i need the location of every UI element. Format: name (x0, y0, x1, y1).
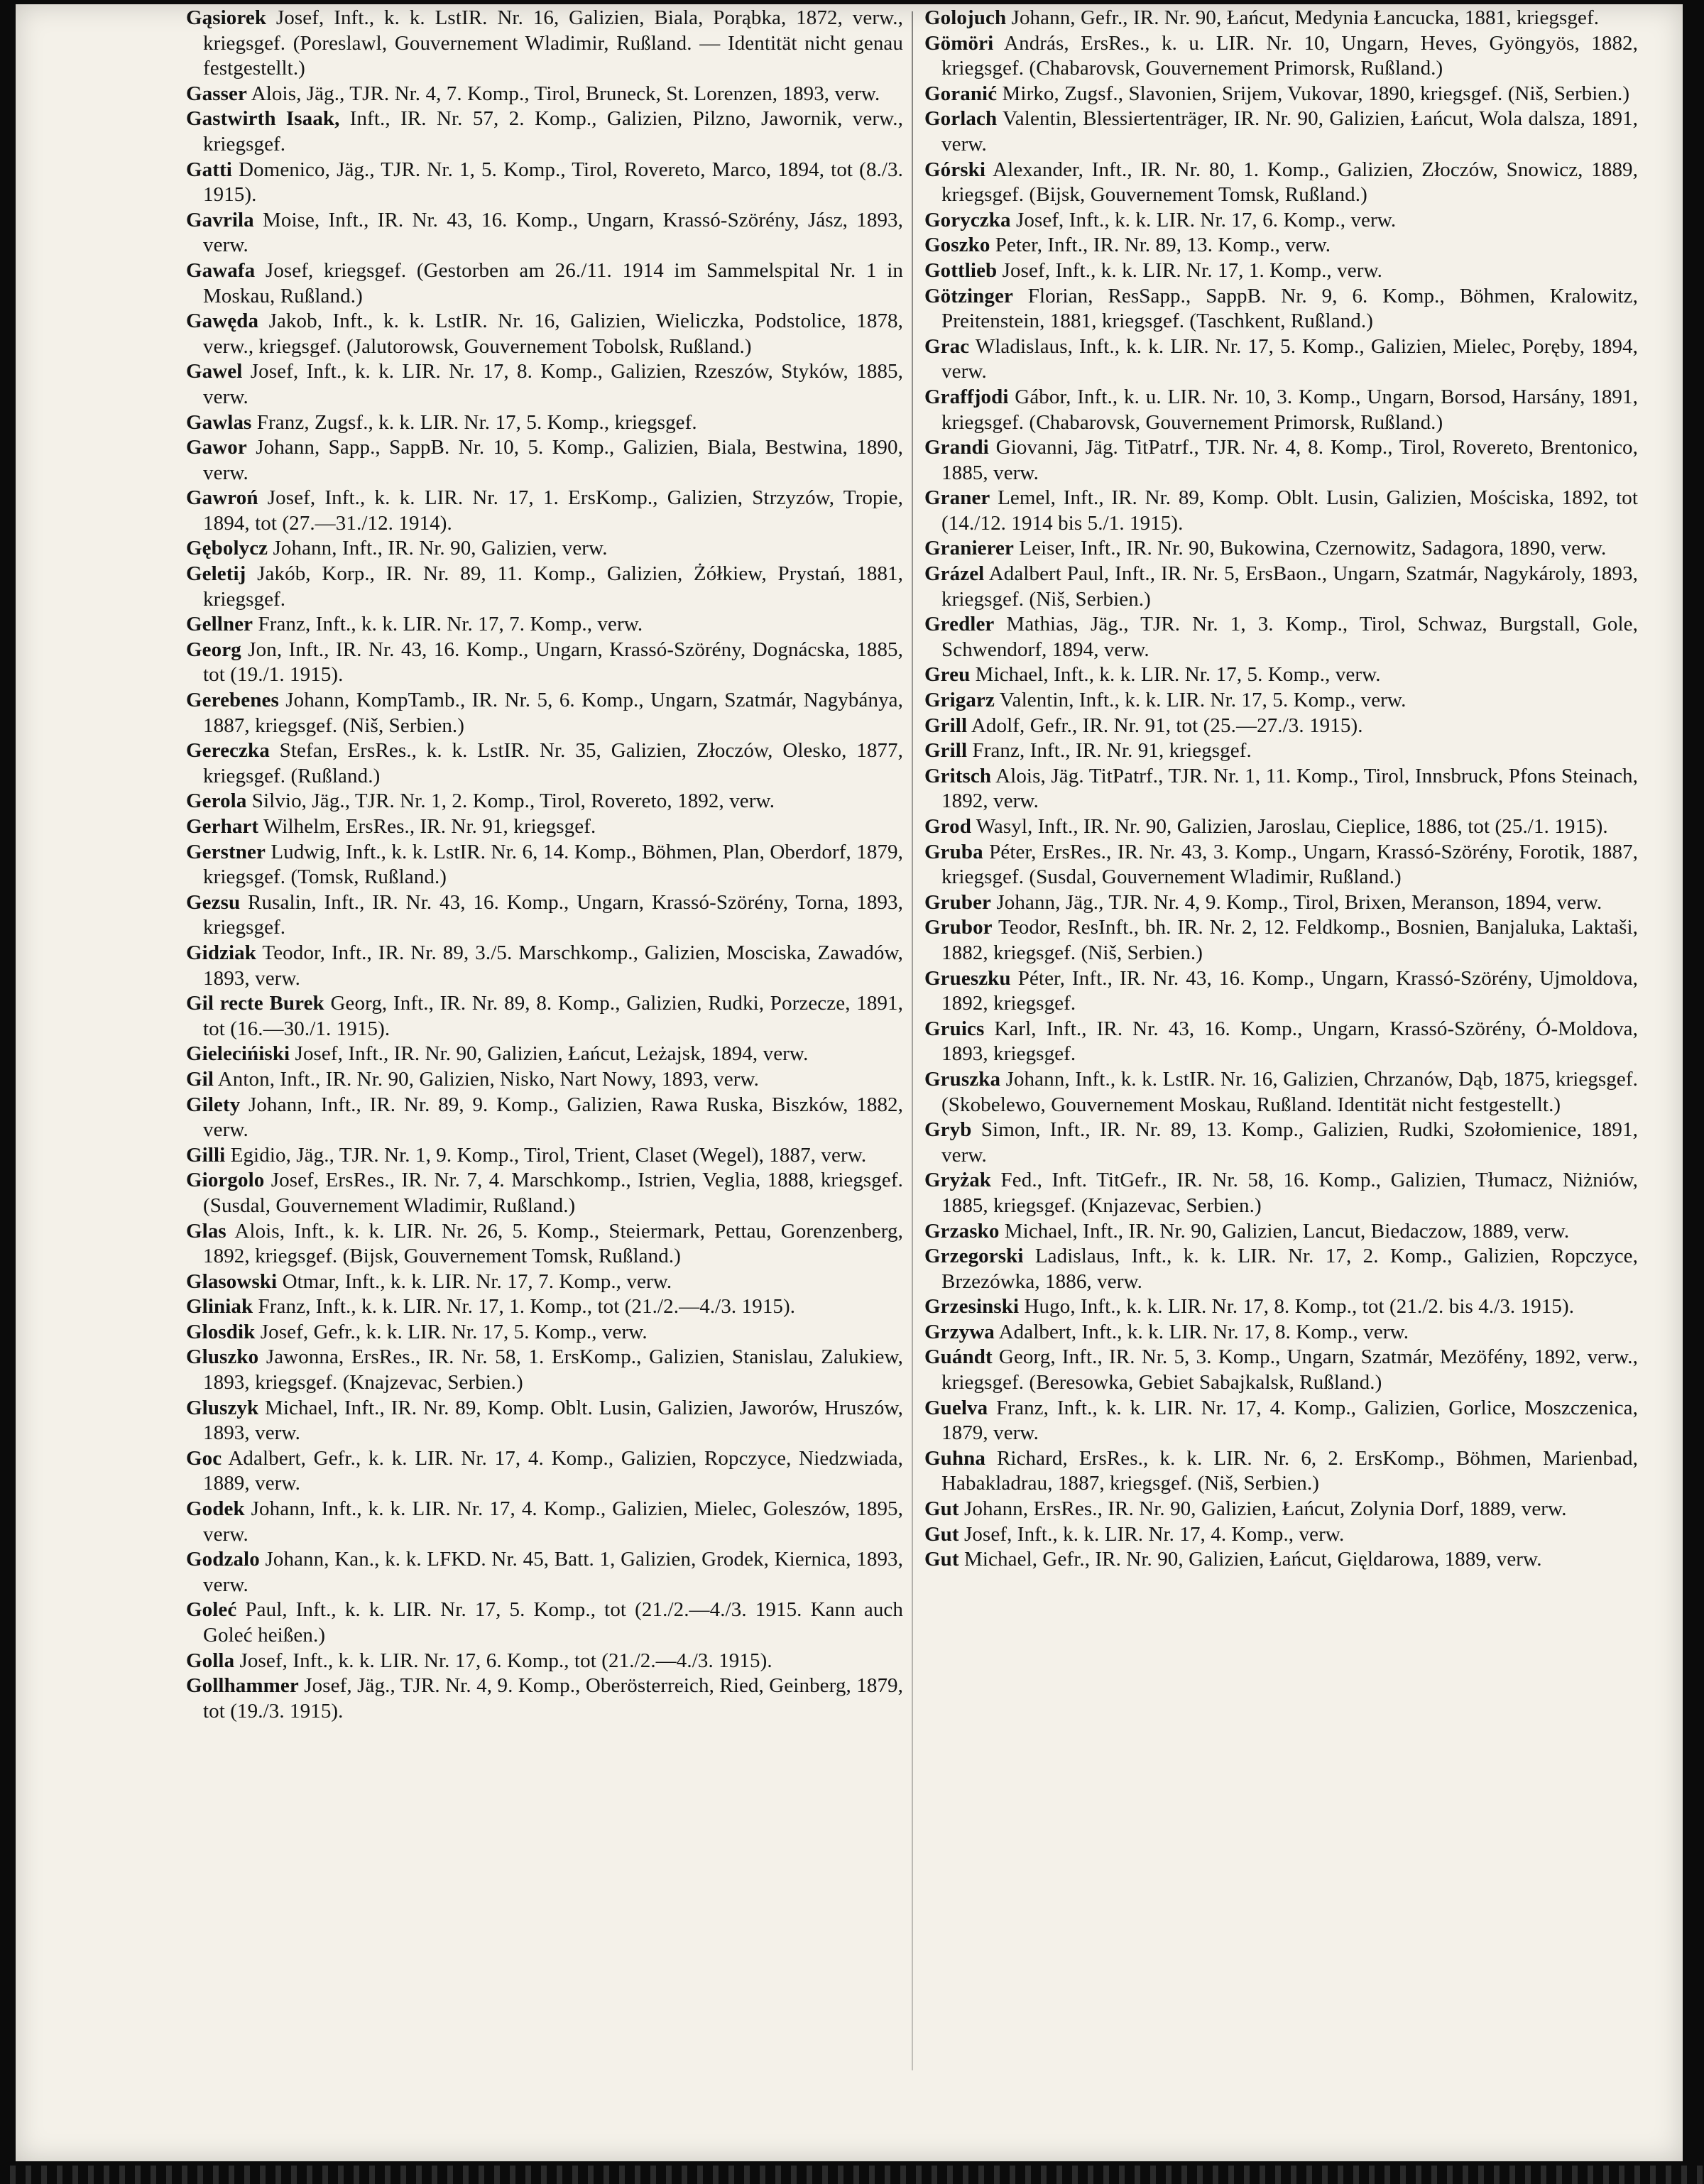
entry-details: Hugo, Inft., k. k. LIR. Nr. 17, 8. Komp., tot (21./2. bis 4./3. 1915). (1019, 1295, 1575, 1318)
entry-details: Domenico, Jäg., TJR. Nr. 1, 5. Komp., Tirol, Rovereto, Marco, 1894, tot (8./3. 1915). (203, 158, 903, 207)
register-entry (924, 284, 1638, 334)
entry-surname: Gryżak (924, 1169, 992, 1192)
register-entry (186, 1294, 903, 1320)
entry-surname: Gorlach (924, 107, 998, 131)
register-entry (186, 1547, 903, 1598)
entry-surname: Gluszko (186, 1345, 259, 1369)
register-entry (186, 1674, 903, 1724)
entry-surname: Gezsu (186, 890, 241, 914)
register-entry (924, 612, 1638, 662)
entry-details: Michael, Inft., k. k. LIR. Nr. 17, 5. Komp., verw. (970, 663, 1381, 687)
entry-details: Josef, Inft., k. k. LIR. Nr. 17, 4. Komp., verw. (958, 1522, 1345, 1546)
entry-details: Mirko, Zugsf., Slavonien, Srijem, Vukovar, 1890, kriegsgef. (Niš, Serbien.) (997, 82, 1630, 105)
register-entry (186, 562, 903, 612)
entry-surname: Golla (186, 1649, 235, 1672)
entry-surname: Górski (924, 158, 985, 181)
register-entry (924, 1320, 1638, 1345)
scan-bottom-edge (0, 2166, 1704, 2184)
register-entry (924, 1547, 1638, 1573)
left-column (186, 6, 903, 1724)
register-entry (186, 840, 903, 890)
register-entry (186, 1067, 903, 1093)
entry-details: Otmar, Inft., k. k. LIR. Nr. 17, 7. Komp., verw. (277, 1270, 672, 1293)
register-entry (924, 890, 1638, 916)
entry-details: Johann, Gefr., IR. Nr. 90, Łańcut, Medynia Łancucka, 1881, kriegsgef. (1006, 6, 1600, 29)
entry-details: Johann, Jäg., TJR. Nr. 4, 9. Komp., Tirol, Brixen, Meranson, 1894, verw. (991, 890, 1602, 914)
entry-surname: Gil recte Burek (186, 992, 324, 1015)
register-entry (186, 1219, 903, 1270)
entry-details: Alois, Jäg. TitPatrf., TJR. Nr. 1, 11. Komp., Tirol, Innsbruck, Pfons Steinach, 1892, verw. (941, 764, 1638, 813)
entry-surname: Gryb (924, 1118, 972, 1142)
register-entry (186, 1042, 903, 1067)
register-entry (186, 890, 903, 941)
register-entry (924, 1017, 1638, 1067)
register-entry (186, 1497, 903, 1547)
entry-surname: Gawel (186, 360, 243, 383)
entry-surname: Guelva (924, 1396, 988, 1419)
entry-details: Johann, Inft., IR. Nr. 90, Galizien, verw. (268, 537, 608, 560)
entry-surname: Gruba (924, 840, 983, 863)
register-entry (186, 82, 903, 107)
entry-details: Josef, Gefr., k. k. LIR. Nr. 17, 5. Komp., verw. (255, 1320, 648, 1343)
register-entry (924, 385, 1638, 435)
register-entry (924, 82, 1638, 107)
entry-surname: Grod (924, 815, 971, 838)
register-entry (924, 1067, 1638, 1118)
entry-surname: Gawor (186, 436, 247, 459)
entry-surname: Gerola (186, 790, 247, 813)
entry-details: Simon, Inft., IR. Nr. 89, 13. Komp., Galizien, Rudki, Szołomienice, 1891, verw. (941, 1118, 1638, 1167)
entry-details: Anton, Inft., IR. Nr. 90, Galizien, Nisko, Nart Nowy, 1893, verw. (213, 1067, 759, 1091)
register-entry (186, 1396, 903, 1446)
register-entry (186, 688, 903, 738)
entry-details: Péter, ErsRes., IR. Nr. 43, 3. Komp., Ungarn, Krassó-Szörény, Forotik, 1887, kriegsgef. (Susdal, Gouvernement Wladimir, Rußland.) (941, 840, 1638, 889)
entry-details: Valentin, Blessiertenträger, IR. Nr. 90, Galizien, Łańcut, Wola dalsza, 1891, verw. (941, 107, 1638, 155)
register-entry (186, 486, 903, 536)
entry-surname: Godek (186, 1497, 245, 1521)
register-entry (186, 991, 903, 1042)
register-entry (186, 6, 903, 82)
entry-details: Michael, Inft., IR. Nr. 89, Komp. Oblt. Lusin, Galizien, Jaworów, Hruszów, 1893, verw. (203, 1396, 903, 1445)
register-entry (924, 486, 1638, 536)
entry-surname: Gellner (186, 613, 253, 636)
entry-details: Fed., Inft. TitGefr., IR. Nr. 58, 16. Komp., Galizien, Tłumacz, Niżniów, 1885, kriegsgef. (Knjazevac, Serbien.) (941, 1169, 1638, 1217)
entry-surname: Grill (924, 739, 968, 763)
entry-details: Adalbert Paul, Inft., IR. Nr. 5, ErsBaon., Ungarn, Szatmár, Nagykároly, 1893, kriegsgef. (Niš, Serbien.) (941, 562, 1638, 611)
entry-details: Richard, ErsRes., k. k. LIR. Nr. 6, 2. ErsKomp., Böhmen, Marienbad, Habakladrau, 1887, kriegsgef. (Niš, Serbien.) (941, 1446, 1638, 1495)
register-entry (924, 662, 1638, 688)
entry-surname: Gastwirth Isaak, (186, 107, 340, 131)
entry-details: Josef, Inft., k. k. LIR. Nr. 17, 6. Komp., verw. (1010, 208, 1397, 231)
entry-surname: Glosdik (186, 1320, 256, 1343)
entry-surname: Gut (924, 1497, 959, 1521)
register-entry (186, 1093, 903, 1143)
entry-details: András, ErsRes., k. u. LIR. Nr. 10, Ungarn, Heves, Gyöngyös, 1882, kriegsgef. (Chabarovsk, Gouvernement Primorsk, Rußland.) (941, 31, 1638, 80)
register-entry (186, 789, 903, 814)
register-entry (924, 1118, 1638, 1168)
entry-details: Johann, Inft., IR. Nr. 89, 9. Komp., Galizien, Rawa Ruska, Biszków, 1882, verw. (203, 1093, 903, 1142)
entry-details: Teodor, ResInft., bh. IR. Nr. 2, 12. Feldkomp., Bosnien, Banjaluka, Laktaši, 1882, kriegsgef. (Niš, Serbien.) (941, 916, 1638, 964)
register-entry (924, 334, 1638, 385)
register-entry (924, 6, 1638, 31)
entry-details: Adalbert, Inft., k. k. LIR. Nr. 17, 8. Komp., verw. (994, 1320, 1409, 1343)
entry-details: Josef, Inft., IR. Nr. 90, Galizien, Łańcut, Leżajsk, 1894, verw. (290, 1042, 809, 1066)
entry-surname: Greu (924, 663, 971, 687)
register-entry (924, 1522, 1638, 1548)
register-entry (186, 638, 903, 688)
register-entry (924, 1168, 1638, 1218)
entry-details: Ludwig, Inft., k. k. LstIR. Nr. 6, 14. Komp., Böhmen, Plan, Oberdorf, 1879, kriegsgef. (Tomsk, Rußland.) (203, 840, 903, 889)
register-entry (924, 435, 1638, 486)
entry-surname: Glasowski (186, 1270, 278, 1293)
entry-surname: Gawroń (186, 486, 258, 510)
register-entry (186, 1649, 903, 1674)
register-entry (924, 1345, 1638, 1395)
register-entry (924, 1446, 1638, 1497)
register-entry (186, 1168, 903, 1218)
right-column (924, 6, 1638, 1573)
entry-details: Josef, Inft., k. k. LIR. Nr. 17, 1. ErsKomp., Galizien, Strzyzów, Tropie, 1894, tot (27.—31./12. 1914). (203, 486, 903, 535)
entry-details: Franz, Inft., k. k. LIR. Nr. 17, 1. Komp., tot (21./2.—4./3. 1915). (253, 1295, 796, 1318)
entry-surname: Gilli (186, 1143, 226, 1167)
entry-surname: Geletij (186, 562, 246, 586)
register-entry (186, 738, 903, 789)
entry-details: Johann, Inft., k. k. LIR. Nr. 17, 4. Komp., Galizien, Mielec, Goleszów, 1895, verw. (203, 1497, 903, 1546)
entry-details: Josef, Inft., k. k. LIR. Nr. 17, 8. Komp., Galizien, Rzeszów, Styków, 1885, verw. (203, 360, 903, 408)
register-entry (186, 410, 903, 436)
entry-details: Valentin, Inft., k. k. LIR. Nr. 17, 5. Komp., verw. (994, 689, 1407, 712)
entry-details: Josef, Inft., k. k. LstIR. Nr. 16, Galizien, Biala, Porąbka, 1872, verw., kriegsgef. (Poreslawl, Gouvernement Wladimir, Rußland. — Identität nicht genau festgestellt.) (203, 6, 903, 80)
entry-details: Lemel, Inft., IR. Nr. 89, Komp. Oblt. Lusin, Galizien, Mościska, 1892, tot (14./12. 1914 bis 5./1. 1915). (941, 486, 1638, 535)
entry-details: Wilhelm, ErsRes., IR. Nr. 91, kriegsgef. (258, 815, 596, 838)
entry-surname: Gerstner (186, 840, 266, 863)
entry-details: Alexander, Inft., IR. Nr. 80, 1. Komp., Galizien, Złoczów, Snowicz, 1889, kriegsgef. (Bijsk, Gouvernement Tomsk, Rußland.) (941, 158, 1638, 207)
register-entry (924, 1396, 1638, 1446)
entry-surname: Gielecińiski (186, 1042, 290, 1066)
entry-surname: Gawęda (186, 310, 259, 333)
entry-details: Florian, ResSapp., SappB. Nr. 9, 6. Komp., Böhmen, Kralowitz, Preitenstein, 1881, kriegsgef. (Taschkent, Rußland.) (941, 284, 1638, 333)
register-entry (924, 536, 1638, 562)
register-entry (924, 107, 1638, 157)
entry-details: Adalbert, Gefr., k. k. LIR. Nr. 17, 4. Komp., Galizien, Ropczyce, Niedzwiada, 1889, verw. (203, 1446, 903, 1495)
register-entry (186, 612, 903, 638)
register-entry (924, 1497, 1638, 1522)
entry-surname: Gereczka (186, 739, 270, 763)
register-entry (924, 915, 1638, 966)
entry-details: Mathias, Jäg., TJR. Nr. 1, 3. Komp., Tirol, Schwaz, Burgstall, Gole, Schwendorf, 1894, verw. (941, 613, 1638, 661)
entry-details: Wladislaus, Inft., k. k. LIR. Nr. 17, 5. Komp., Galizien, Mielec, Poręby, 1894, verw. (941, 334, 1638, 383)
entry-surname: Gut (924, 1548, 959, 1571)
entry-surname: Guhna (924, 1446, 985, 1470)
entry-surname: Goc (186, 1446, 222, 1470)
entry-surname: Gidziak (186, 941, 256, 964)
entry-surname: Götzinger (924, 284, 1013, 307)
entry-details: Josef, Inft., k. k. LIR. Nr. 17, 1. Komp., verw. (997, 258, 1382, 282)
entry-surname: Glas (186, 1219, 226, 1243)
register-entry (186, 941, 903, 991)
entry-details: Péter, Inft., IR. Nr. 43, 16. Komp., Ungarn, Krassó-Szörény, Ujmoldova, 1892, kriegsgef. (941, 966, 1638, 1015)
entry-details: Stefan, ErsRes., k. k. LstIR. Nr. 35, Galizien, Złoczów, Olesko, 1877, kriegsgef. (Rußland.) (203, 739, 903, 787)
register-entry (186, 814, 903, 840)
entry-details: Adolf, Gefr., IR. Nr. 91, tot (25.—27./3. 1915). (967, 714, 1363, 737)
entry-surname: Giorgolo (186, 1169, 265, 1192)
register-entry (186, 107, 903, 157)
entry-details: Josef, Jäg., TJR. Nr. 4, 9. Komp., Oberösterreich, Ried, Geinberg, 1879, tot (19./3. 1915). (203, 1674, 903, 1722)
entry-surname: Gritsch (924, 764, 992, 787)
entry-details: Franz, Inft., k. k. LIR. Nr. 17, 7. Komp., verw. (253, 613, 643, 636)
entry-surname: Gerhart (186, 815, 259, 838)
entry-surname: Gębolycz (186, 537, 268, 560)
entry-surname: Gliniak (186, 1295, 253, 1318)
entry-details: Michael, Gefr., IR. Nr. 90, Galizien, Łańcut, Gięldarowa, 1889, verw. (958, 1548, 1542, 1571)
entry-surname: Grigarz (924, 689, 995, 712)
register-entry (924, 1244, 1638, 1294)
register-entry (924, 31, 1638, 82)
register-entry (186, 309, 903, 359)
register-entry (924, 814, 1638, 840)
entry-details: Karl, Inft., IR. Nr. 43, 16. Komp., Ungarn, Krassó-Szörény, Ó-Moldova, 1893, kriegsgef. (941, 1017, 1638, 1066)
entry-surname: Gerebenes (186, 689, 279, 712)
paper-sheet (16, 4, 1683, 2161)
register-entry (924, 966, 1638, 1017)
entry-surname: Golojuch (924, 6, 1007, 29)
entry-details: Alois, Jäg., TJR. Nr. 4, 7. Komp., Tirol, Bruneck, St. Lorenzen, 1893, verw. (246, 82, 880, 105)
entry-details: Moise, Inft., IR. Nr. 43, 16. Komp., Ungarn, Krassó-Szörény, Jász, 1893, verw. (203, 208, 903, 257)
entry-details: Jawonna, ErsRes., IR. Nr. 58, 1. ErsKomp., Galizien, Stanislau, Zalukiew, 1893, kriegsgef. (Knajzevac, Serbien.) (203, 1345, 903, 1394)
entry-details: Jakób, Korp., IR. Nr. 89, 11. Komp., Galizien, Żółkiew, Prystań, 1881, kriegsgef. (203, 562, 903, 611)
register-entry (186, 158, 903, 208)
register-entry (186, 1320, 903, 1345)
register-entry (924, 562, 1638, 612)
register-entry (186, 1598, 903, 1648)
entry-details: Johann, KompTamb., IR. Nr. 5, 6. Komp., Ungarn, Szatmár, Nagybánya, 1887, kriegsgef. (Niš, Serbien.) (203, 689, 903, 737)
entry-surname: Goranić (924, 82, 998, 105)
entry-details: Wasyl, Inft., IR. Nr. 90, Galizien, Jaroslau, Cieplice, 1886, tot (25./1. 1915). (971, 815, 1608, 838)
entry-surname: Gawlas (186, 410, 252, 434)
entry-surname: Gavrila (186, 208, 254, 231)
register-entry (924, 1219, 1638, 1245)
entry-details: Silvio, Jäg., TJR. Nr. 1, 2. Komp., Tirol, Rovereto, 1892, verw. (246, 790, 775, 813)
register-entry (186, 1270, 903, 1295)
register-entry (186, 1143, 903, 1169)
entry-surname: Gąsiorek (186, 6, 267, 29)
entry-details: Gábor, Inft., k. u. LIR. Nr. 10, 3. Komp., Ungarn, Borsod, Harsány, 1891, kriegsgef. (Chabarovsk, Gouvernement Primorsk, Rußland.) (941, 385, 1638, 434)
register-entry (186, 536, 903, 562)
register-entry (924, 840, 1638, 890)
entry-surname: Godzalo (186, 1548, 260, 1571)
entry-details: Georg, Inft., IR. Nr. 5, 3. Komp., Ungarn, Szatmár, Mezöfény, 1892, verw., kriegsgef. (Beresowka, Gebiet Sabajkalsk, Rußland.) (941, 1345, 1638, 1394)
entry-surname: Gut (924, 1522, 959, 1546)
entry-surname: Graffjodi (924, 385, 1009, 408)
entry-details: Leiser, Inft., IR. Nr. 90, Bukowina, Czernowitz, Sadagora, 1890, verw. (1013, 537, 1607, 560)
register-entry (924, 688, 1638, 714)
entry-details: Georg, Inft., IR. Nr. 89, 8. Komp., Galizien, Rudki, Porzecze, 1891, tot (16.—30./1. 1915). (203, 992, 903, 1040)
register-entry (186, 435, 903, 486)
entry-details: Johann, Inft., k. k. LstIR. Nr. 16, Galizien, Chrzanów, Dąb, 1875, kriegsgef. (Skobelewo, Gouvernement Moskau, Rußland. Identität nicht festgestellt.) (941, 1067, 1638, 1116)
register-entry (186, 208, 903, 258)
entry-details: Jon, Inft., IR. Nr. 43, 16. Komp., Ungarn, Krassó-Szörény, Dognácska, 1885, tot (19./1. 1915). (203, 638, 903, 687)
entry-surname: Gruszka (924, 1067, 1001, 1091)
entry-surname: Gruics (924, 1017, 985, 1040)
column-divider (912, 11, 913, 2070)
entry-surname: Gasser (186, 82, 247, 105)
entry-details: Inft., IR. Nr. 57, 2. Komp., Galizien, Pilzno, Jawornik, verw., kriegsgef. (203, 107, 903, 155)
entry-surname: Gluszyk (186, 1396, 259, 1419)
entry-surname: Gömöri (924, 31, 994, 55)
register-entry (186, 1446, 903, 1497)
entry-details: Johann, ErsRes., IR. Nr. 90, Galizien, Łańcut, Zolynia Dorf, 1889, verw. (958, 1497, 1567, 1521)
register-entry (924, 158, 1638, 208)
entry-details: Teodor, Inft., IR. Nr. 89, 3./5. Marschkomp., Galizien, Mosciska, Zawadów, 1893, verw. (203, 941, 903, 990)
register-entry (186, 258, 903, 309)
register-entry (186, 359, 903, 410)
entry-surname: Gil (186, 1067, 214, 1091)
entry-details: Josef, kriegsgef. (Gestorben am 26./11. 1914 im Sammelspital Nr. 1 in Moskau, Rußland.) (203, 258, 903, 307)
entry-surname: Gredler (924, 613, 995, 636)
entry-surname: Granierer (924, 537, 1014, 560)
entry-details: Egidio, Jäg., TJR. Nr. 1, 9. Komp., Tirol, Trient, Claset (Wegel), 1887, verw. (225, 1143, 867, 1167)
entry-surname: Grandi (924, 436, 989, 459)
entry-surname: Gawafa (186, 258, 256, 282)
entry-surname: Grzywa (924, 1320, 995, 1343)
entry-surname: Grill (924, 714, 968, 737)
entry-surname: Gollhammer (186, 1674, 299, 1698)
register-entry (924, 233, 1638, 258)
entry-surname: Grubor (924, 916, 993, 939)
entry-surname: Goryczka (924, 208, 1011, 231)
register-entry (924, 764, 1638, 814)
entry-details: Johann, Kan., k. k. LFKD. Nr. 45, Batt. 1, Galizien, Grodek, Kiernica, 1893, verw. (203, 1548, 903, 1596)
register-entry (924, 738, 1638, 764)
register-entry (924, 1294, 1638, 1320)
entry-surname: Grzasko (924, 1219, 1000, 1243)
entry-details: Peter, Inft., IR. Nr. 89, 13. Komp., verw. (990, 234, 1331, 257)
entry-details: Paul, Inft., k. k. LIR. Nr. 17, 5. Komp., tot (21./2.—4./3. 1915. Kann auch Goleć heißen.) (203, 1598, 903, 1647)
entry-surname: Graner (924, 486, 990, 510)
entry-surname: Gilety (186, 1093, 241, 1116)
entry-surname: Georg (186, 638, 241, 661)
entry-details: Ladislaus, Inft., k. k. LIR. Nr. 17, 2. Komp., Galizien, Ropczyce, Brzezówka, 1886, verw. (941, 1245, 1638, 1293)
entry-surname: Grzegorski (924, 1245, 1024, 1268)
entry-details: Giovanni, Jäg. TitPatrf., TJR. Nr. 4, 8. Komp., Tirol, Rovereto, Brentonico, 1885, verw. (941, 436, 1638, 484)
entry-details: Jakob, Inft., k. k. LstIR. Nr. 16, Galizien, Wieliczka, Podstolice, 1878, verw., kriegsgef. (Jalutorowsk, Gouvernement Tobolsk, Rußland.) (203, 310, 903, 358)
entry-surname: Grázel (924, 562, 985, 586)
entry-details: Franz, Inft., IR. Nr. 91, kriegsgef. (967, 739, 1252, 763)
entry-details: Josef, ErsRes., IR. Nr. 7, 4. Marschkomp., Istrien, Veglia, 1888, kriegsgef. (Susdal, Gouvernement Wladimir, Rußland.) (203, 1169, 903, 1217)
entry-surname: Grzesinski (924, 1295, 1020, 1318)
entry-details: Alois, Inft., k. k. LIR. Nr. 26, 5. Komp., Steiermark, Pettau, Gorenzenberg, 1892, kriegsgef. (Bijsk, Gouvernement Tomsk, Rußland.) (203, 1219, 903, 1268)
register-entry (924, 714, 1638, 739)
entry-surname: Goszko (924, 234, 990, 257)
entry-surname: Gottlieb (924, 258, 998, 282)
entry-details: Rusalin, Inft., IR. Nr. 43, 16. Komp., Ungarn, Krassó-Szörény, Torna, 1893, kriegsgef. (203, 890, 903, 939)
register-entry (924, 208, 1638, 234)
entry-details: Michael, Inft., IR. Nr. 90, Galizien, Lancut, Biedaczow, 1889, verw. (999, 1219, 1570, 1243)
entry-surname: Grac (924, 334, 970, 358)
entry-surname: Goleć (186, 1598, 237, 1622)
entry-details: Franz, Inft., k. k. LIR. Nr. 17, 4. Komp., Galizien, Gorlice, Moszczenica, 1879, verw. (941, 1396, 1638, 1445)
entry-details: Josef, Inft., k. k. LIR. Nr. 17, 6. Komp., tot (21./2.—4./3. 1915). (234, 1649, 772, 1672)
entry-surname: Gatti (186, 158, 232, 181)
register-entry (186, 1345, 903, 1395)
entry-details: Franz, Zugsf., k. k. LIR. Nr. 17, 5. Komp., kriegsgef. (251, 410, 697, 434)
entry-surname: Guándt (924, 1345, 993, 1369)
entry-surname: Grueszku (924, 966, 1011, 990)
entry-surname: Gruber (924, 890, 992, 914)
register-entry (924, 258, 1638, 284)
entry-details: Johann, Sapp., SappB. Nr. 10, 5. Komp., Galizien, Biala, Bestwina, 1890, verw. (203, 436, 903, 484)
